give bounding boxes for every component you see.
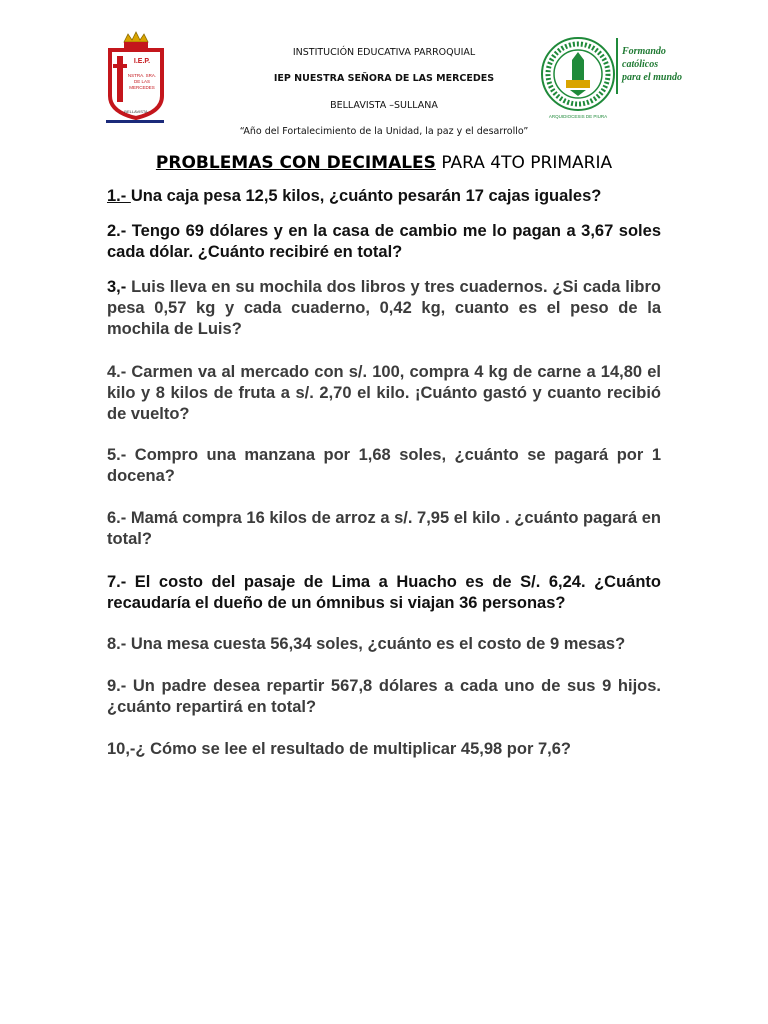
problem-8: 8.- Una mesa cuesta 56,34 soles, ¿cuánto es el costo de 9 mesas? [107,635,626,653]
document-header [0,0,768,145]
institution-type: INSTITUCIÓN EDUCATIVA PARROQUIAL [292,47,476,58]
problem-9: 9.- Un padre desea repartir 567,8 dólares a cada uno de sus 9 hijos. ¿cuánto repartirá en total? [107,677,661,716]
svg-text:NSTRA. SRA.: NSTRA. SRA. [127,73,157,78]
svg-text:católicos: católicos [622,59,659,70]
svg-text:DE LAS: DE LAS [133,79,151,84]
problem-3: 3,- Luis lleva en su mochila dos libros y tres cuadernos. ¿Si cada libro pesa 0,57 kg y cada cuaderno, 0,42 kg, cuanto es el peso de la mochila de Luis? [107,278,662,338]
document-title [0,153,768,173]
problem-4: 4.- Carmen va al mercado con s/. 100, compra 4 kg de carne a 14,80 el kilo y 8 kilos de fruta a s/. 2,70 el kilo. ¡Cuánto gastó y cuanto recibió de vuelto? [107,363,661,423]
problem-10: 10,-¿ Cómo se lee el resultado de multiplicar 45,98 por 7,6? [107,740,571,758]
problem-6: 6.- Mamá compra 16 kilos de arroz a s/. 7,95 el kilo . ¿cuánto pagará en total? [107,509,661,548]
svg-text:ARQUIDIOCESIS DE PIURA: ARQUIDIOCESIS DE PIURA [548,114,608,119]
title-grade: PARA 4TO PRIMARIA [435,153,613,173]
problem-7: 7.- El costo del pasaje de Lima a Huacho es de S/. 6,24. ¿Cuánto recaudaría el dueño de un ómnibus si viajan 36 personas? [107,573,661,612]
school-name: IEP NUESTRA SEÑORA DE LAS MERCEDES [273,73,495,84]
svg-text:MERCEDES: MERCEDES [129,85,155,90]
svg-text:para el mundo: para el mundo [622,72,683,83]
school-location: BELLAVISTA –SULLANA [330,100,438,111]
problem-5: 5.- Compro una manzana por 1,68 soles, ¿cuánto se pagará por 1 docena? [107,446,661,485]
problem-1: 1.- Una caja pesa 12,5 kilos, ¿cuánto pesarán 17 cajas iguales? [107,187,602,205]
svg-text:BELLAVISTA: BELLAVISTA [124,109,148,114]
year-motto: “Año del Fortalecimiento de la Unidad, la paz y el desarrollo” [239,126,529,137]
problem-2: 2.- Tengo 69 dólares y en la casa de cambio me lo pagan a 3,67 soles cada dólar. ¿Cuánto recibiré en total? [107,222,661,261]
crest-text-top: I.E.P. [133,58,151,65]
title-main: PROBLEMAS CON DECIMALES [155,153,436,173]
svg-text:Formando: Formando [622,46,666,57]
archdiocese-seal-icon [540,30,683,122]
